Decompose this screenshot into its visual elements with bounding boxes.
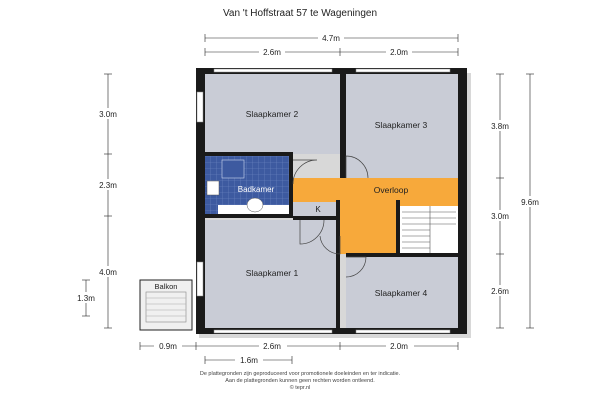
dim-bottom-right: 2.0m (390, 342, 408, 351)
dim-top-total: 4.7m (322, 34, 340, 43)
dim-bottom-left: 2.6m (263, 342, 281, 351)
label-badkamer: Badkamer (237, 185, 275, 194)
footer (0, 371, 600, 392)
label-slaapkamer-4: Slaapkamer 4 (374, 288, 428, 298)
label-slaapkamer-3: Slaapkamer 3 (374, 120, 428, 130)
shower-tray (222, 160, 244, 178)
label-balkon: Balkon (154, 282, 178, 291)
dim-right-1: 3.8m (491, 122, 509, 131)
dim-top-left: 2.6m (263, 48, 281, 57)
label-slaapkamer-2: Slaapkamer 2 (245, 109, 299, 119)
dim-left-1: 3.0m (99, 110, 117, 119)
dim-left-2: 2.3m (99, 181, 117, 190)
label-slaapkamer-1: Slaapkamer 1 (245, 268, 299, 278)
footer-line-3: © tepr.nl (289, 385, 311, 391)
dim-right-3: 2.6m (491, 287, 509, 296)
room-overloop-lower (340, 206, 400, 254)
plan-title: Van 't Hoffstraat 57 te Wageningen (222, 8, 378, 19)
footer-line-2: Aan de plattegronden kunnen geen rechten worden ontleend. (225, 378, 375, 384)
label-overloop: Overloop (373, 185, 409, 195)
dim-right-2: 3.0m (491, 212, 509, 221)
toilet (247, 198, 263, 212)
dim-left-balkon: 1.3m (77, 294, 95, 303)
dim-bottom-balkon: 0.9m (159, 342, 177, 351)
dim-bottom-sub: 1.6m (240, 356, 258, 365)
footer-line-1: De plattegronden zijn geproduceerd voor promotionele doeleinden en ter indicatie. (199, 371, 401, 377)
label-kast: K (315, 205, 321, 214)
washbasin (207, 181, 219, 195)
dim-left-3: 4.0m (99, 268, 117, 277)
dim-right-total: 9.6m (521, 198, 539, 207)
dim-top-right: 2.0m (390, 48, 408, 57)
